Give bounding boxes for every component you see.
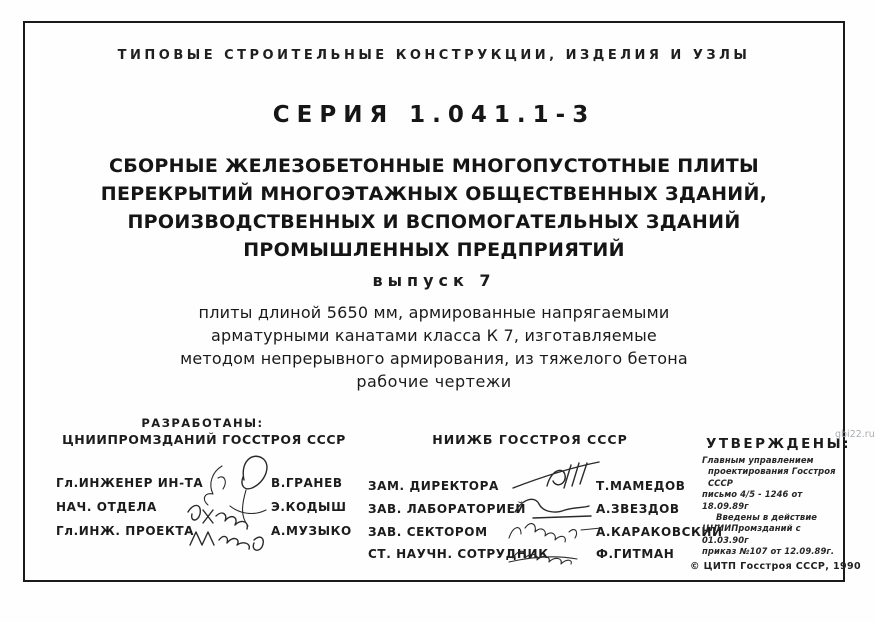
developed-org: ЦНИИПРОМЗДАНИЙ ГОССТРОЯ СССР — [62, 432, 346, 447]
institute-signature-1-icon — [505, 458, 605, 492]
main-title-line-2: ПЕРЕКРЫТИЙ МНОГОЭТАЖНЫХ ОБЩЕСТВЕННЫХ ЗДАНИЙ, — [100, 183, 768, 205]
institute-name-1: Т.МАМЕДОВ — [596, 479, 686, 493]
institute-role-2: ЗАВ. ЛАБОРАТОРИЕЙ — [368, 502, 527, 516]
institute-role-1: ЗАМ. ДИРЕКТОРА — [368, 479, 499, 493]
main-title-line-3: ПРОИЗВОДСТВЕННЫХ И ВСПОМОГАТЕЛЬНЫХ ЗДАНИЙ — [127, 211, 741, 233]
approved-line-2: проектирования Госстроя СССР — [708, 466, 836, 488]
approved-line-6: приказ №107 от 12.09.89г. — [702, 546, 835, 557]
institute-signature-4-icon — [505, 540, 605, 566]
developed-role-3: Гл.ИНЖ. ПРОЕКТА — [56, 524, 195, 538]
description-line-1: плиты длиной 5650 мм, армированные напрягаемыми — [198, 303, 670, 322]
institute-name-4: Ф.ГИТМАН — [596, 547, 675, 561]
developed-role-2: НАЧ. ОТДЕЛА — [56, 500, 157, 514]
developed-heading: РАЗРАБОТАНЫ: — [141, 416, 264, 430]
main-title-line-1: СБОРНЫЕ ЖЕЛЕЗОБЕТОННЫЕ МНОГОПУСТОТНЫЕ ПЛИТЫ — [108, 155, 760, 177]
developed-name-2: Э.КОДЫШ — [271, 500, 347, 514]
institute-name-2: А.ЗВЕЗДОВ — [596, 502, 680, 516]
institute-name-3: А.КАРАКОВСКИЙ — [596, 525, 723, 539]
description-line-2: арматурными канатами класса К 7, изготавляемые — [211, 326, 657, 345]
developed-name-1: В.ГРАНЕВ — [271, 476, 343, 490]
institute-org: НИИЖБ ГОССТРОЯ СССР — [432, 432, 628, 447]
series-number: СЕРИЯ 1.041.1-3 — [272, 102, 596, 128]
approved-line-5: ЦНИИПромзданий с 01.03.90г — [702, 523, 801, 545]
approved-line-1: Главным управлением — [702, 455, 814, 465]
institute-role-4: СТ. НАУЧН. СОТРУДНИК — [368, 547, 549, 561]
document-classification-header: ТИПОВЫЕ СТРОИТЕЛЬНЫЕ КОНСТРУКЦИИ, ИЗДЕЛИЯ И УЗЛЫ — [117, 48, 751, 63]
approved-line-4: Введены в действие — [716, 512, 818, 523]
institute-role-3: ЗАВ. СЕКТОРОМ — [368, 525, 488, 539]
worktype-label: рабочие чертежи — [356, 372, 512, 391]
developed-role-1: Гл.ИНЖЕНЕР ИН-ТА — [56, 476, 204, 490]
description-line-3: методом непрерывного армирования, из тяжелого бетона — [180, 349, 688, 368]
developed-signatures-cluster-icon — [182, 448, 278, 560]
approved-details — [702, 455, 850, 558]
approved-heading: УТВЕРЖДЕНЫ: — [706, 436, 851, 452]
main-title — [23, 152, 845, 264]
copyright-notice: © ЦИТП Госстроя СССР, 1990 — [690, 561, 862, 572]
watermark: gbi22.ru — [835, 429, 875, 440]
main-title-line-4: ПРОМЫШЛЕННЫХ ПРЕДПРИЯТИЙ — [243, 239, 625, 261]
issue-number: выпуск 7 — [372, 271, 496, 290]
approved-line-3: письмо 4/5 - 1246 от 18.09.89г — [702, 489, 803, 511]
description — [23, 301, 845, 370]
developed-name-3: А.МУЗЫКО — [271, 524, 352, 538]
